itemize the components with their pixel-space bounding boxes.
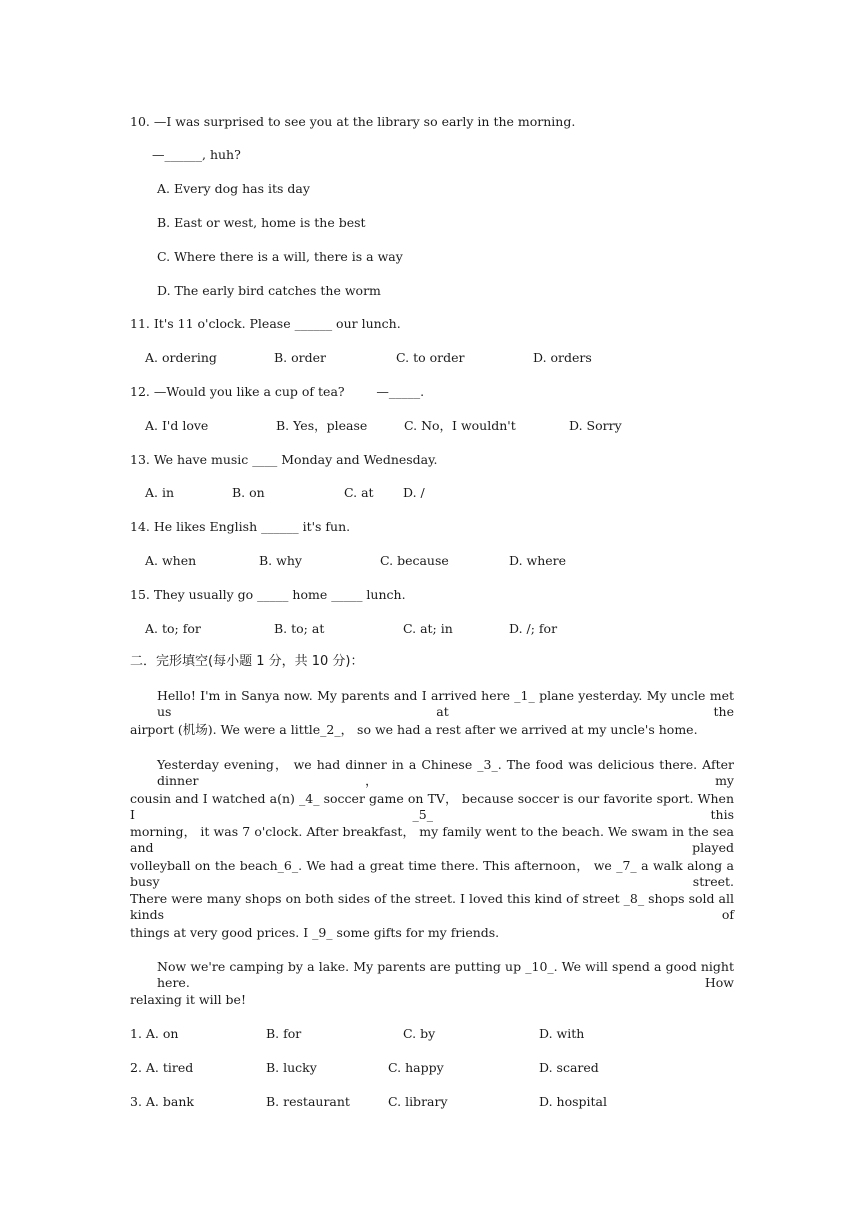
passage-line: morning， it was 7 o'clock. After breakfast， my family went to the beach. We swam in the sea and played [130,824,734,855]
question-14-stem: 14. He likes English ______ it's fun. [130,519,351,534]
cloze-2-option-a: 2. A. tired [130,1060,194,1075]
question-10-stem: 10. —I was surprised to see you at the library so early in the morning. [130,114,576,129]
question-14-option-d: D. where [509,553,567,568]
cloze-1-option-d: D. with [539,1026,585,1041]
question-11-option-a: A. ordering [145,350,217,365]
cloze-1-option-b: B. for [266,1026,302,1041]
cloze-1-option-a: 1. A. on [130,1026,179,1041]
cloze-1-option-c: C. by [403,1026,436,1041]
passage-line: Hello! I'm in Sanya now. My parents and I arrived here _1_ plane yesterday. My uncle met us at the [157,688,734,719]
passage-line: cousin and I watched a(n) _4_ soccer game on TV， because soccer is our favorite sport. When I _5_ this [130,791,734,822]
passage-line: Now we're camping by a lake. My parents are putting up _10_. We will spend a good night here. How [157,959,734,990]
question-14-option-b: B. why [259,553,302,568]
question-10-option-b: B. East or west, home is the best [157,215,366,230]
question-14-option-a: A. when [145,553,197,568]
question-10-option-a: A. Every dog has its day [157,181,310,196]
question-10-option-c: C. Where there is a will, there is a way [157,249,403,264]
cloze-3-option-a: 3. A. bank [130,1094,194,1109]
question-13-option-a: A. in [145,485,175,500]
question-14-option-c: C. because [380,553,449,568]
cloze-3-option-d: D. hospital [539,1094,607,1109]
question-11-stem: 11. It's 11 o'clock. Please ______ our lunch. [130,316,401,331]
question-12-option-d: D. Sorry [569,418,622,433]
section-heading: 二．完形填空(每小题 1 分，共 10 分)： [130,654,364,669]
question-13-stem: 13. We have music ____ Monday and Wednesday. [130,452,438,467]
passage-line: airport (机场). We were a little_2_， so we had a rest after we arrived at my uncle's home. [130,722,698,737]
question-12-option-b: B. Yes，please [276,418,368,433]
question-12-option-c: C. No，I wouldn't [404,418,516,433]
cloze-2-option-c: C. happy [388,1060,444,1075]
question-13-option-c: C. at [344,485,374,500]
question-13-option-b: B. on [232,485,265,500]
passage-line: volleyball on the beach_6_. We had a great time there. This afternoon， we _7_ a walk along a busy street. [130,858,734,889]
question-15-option-a: A. to; for [145,621,201,636]
question-15-option-b: B. to; at [274,621,325,636]
cloze-3-option-b: B. restaurant [266,1094,350,1109]
cloze-2-option-b: B. lucky [266,1060,317,1075]
question-10-reply: —______, huh? [152,147,241,162]
cloze-2-option-d: D. scared [539,1060,599,1075]
cloze-3-option-c: C. library [388,1094,448,1109]
question-11-option-d: D. orders [533,350,592,365]
question-11-option-b: B. order [274,350,327,365]
question-10-option-d: D. The early bird catches the worm [157,283,381,298]
question-12-stem: 12. —Would you like a cup of tea? —_____. [130,384,425,399]
passage-line: Yesterday evening， we had dinner in a Chinese _3_. The food was delicious there. After dinner， my [157,757,734,788]
question-15-option-d: D. /; for [509,621,558,636]
question-12-option-a: A. I'd love [145,418,209,433]
question-11-option-c: C. to order [396,350,465,365]
passage-line: There were many shops on both sides of the street. I loved this kind of street _8_ shops sold all kinds of [130,891,734,922]
passage-line: relaxing it will be! [130,992,246,1007]
question-15-stem: 15. They usually go _____ home _____ lunch. [130,587,406,602]
passage-line: things at very good prices. I _9_ some gifts for my friends. [130,925,500,940]
question-13-option-d: D. / [403,485,425,500]
question-15-option-c: C. at; in [403,621,453,636]
